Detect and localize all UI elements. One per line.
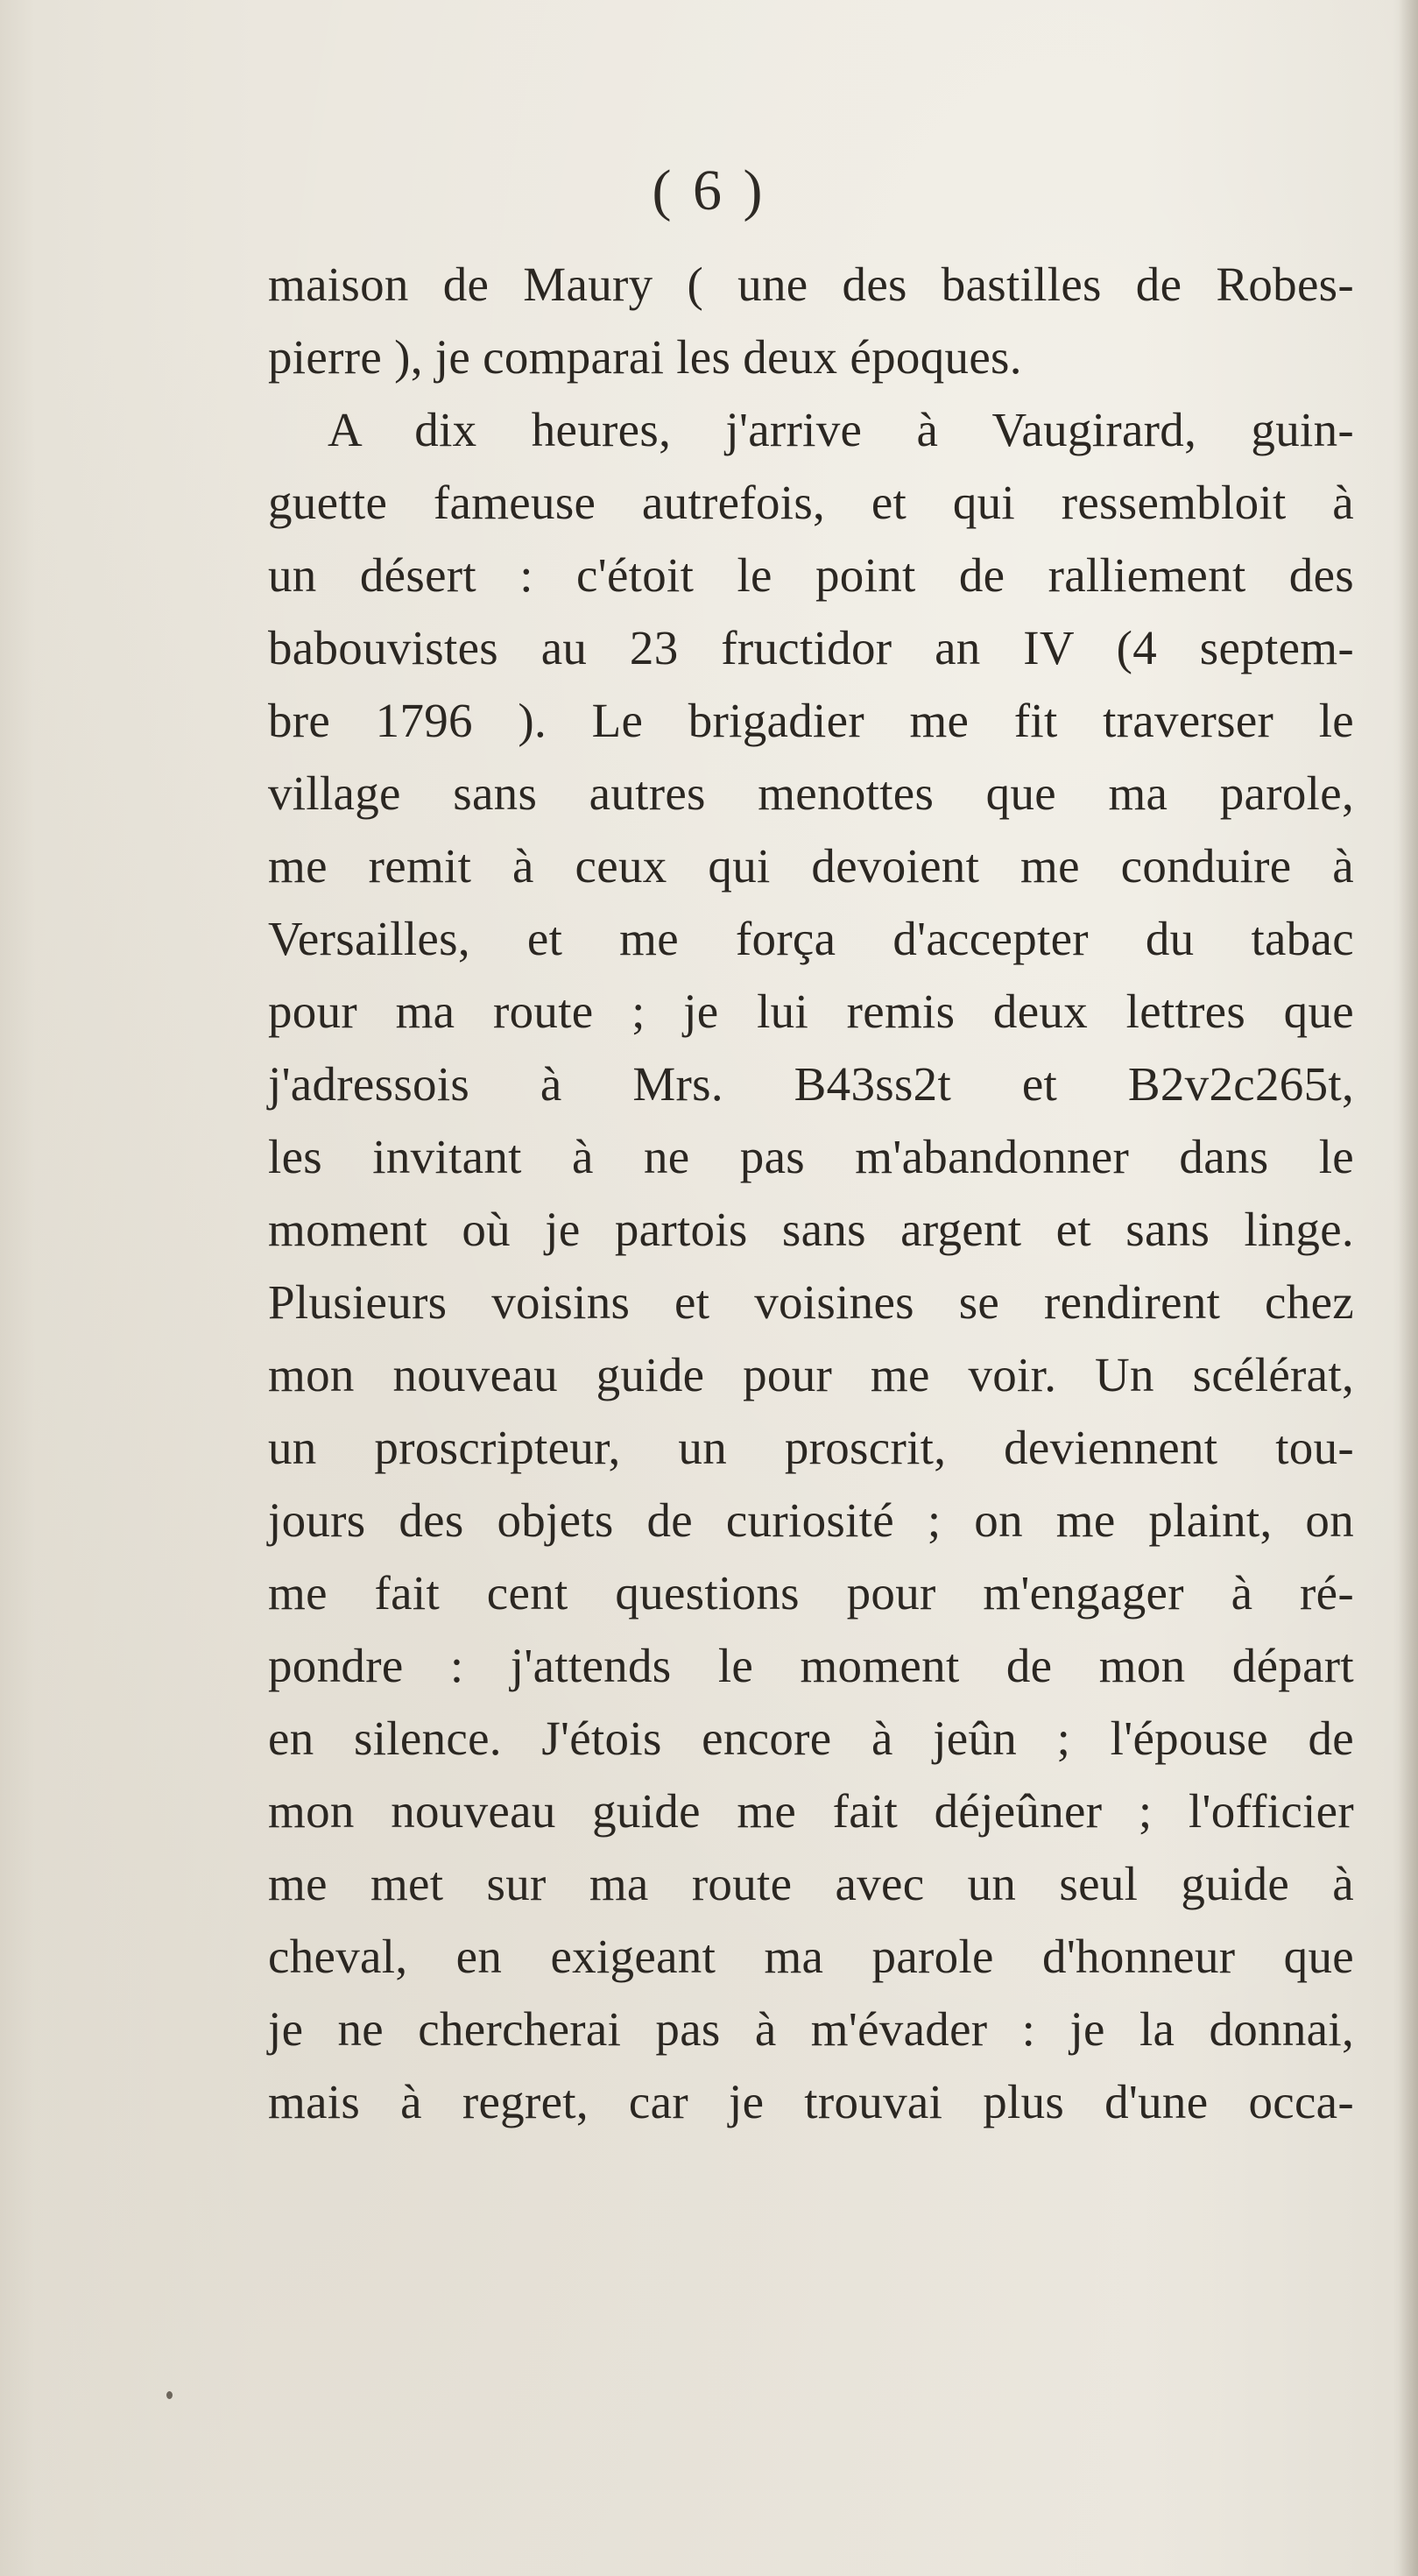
ink-speck [166,2391,173,2399]
text-line: me met sur ma route avec un seul guide à [268,1857,1354,1910]
text-line: Plusieurs voisins et voisines se rendirent chez [268,1275,1354,1329]
text-line: mon nouveau guide me fait déjeûner ; l'officier [268,1784,1354,1838]
text-line: me fait cent questions pour m'engager à ré- [268,1566,1354,1620]
text-line: babouvistes au 23 fructidor an IV (4 septem- [268,621,1354,674]
text-line: un désert : c'étoit le point de ralliement des [268,548,1354,602]
text-line: j'adressois à Mrs. B43ss2t et B2v2c265t, [268,1057,1354,1111]
text-line: cheval, en exigeant ma parole d'honneur que [268,1930,1354,1983]
text-line: guette fameuse autrefois, et qui ressembloit à [268,476,1354,529]
page-edge-shadow [1399,0,1418,2576]
body-text [268,248,1354,2138]
text-line: mon nouveau guide pour me voir. Un scélérat, [268,1348,1354,1401]
text-line: en silence. J'étois encore à jeûn ; l'épouse de [268,1711,1354,1765]
text-line: pondre : j'attends le moment de mon départ [268,1639,1354,1692]
text-line: un proscripteur, un proscrit, deviennent tou- [268,1421,1354,1474]
text-line: village sans autres menottes que ma parole, [268,766,1354,820]
page-number: ( 6 ) [652,159,766,222]
text-line: me remit à ceux qui devoient me conduire à [268,839,1354,893]
text-line: A dix heures, j'arrive à Vaugirard, guin- [328,403,1354,456]
text-line: maison de Maury ( une des bastilles de Robes- [268,258,1354,311]
text-line: pour ma route ; je lui remis deux lettres que [268,985,1354,1038]
text-line: pierre ), je comparai les deux époques. [268,330,1022,384]
text-line: mais à regret, car je trouvai plus d'une occa- [268,2075,1354,2128]
text-line: Versailles, et me força d'accepter du tabac [268,912,1354,965]
text-line: je ne chercherai pas à m'évader : je la donnai, [268,2002,1354,2056]
text-line: moment où je partois sans argent et sans linge. [268,1203,1354,1256]
text-line: jours des objets de curiosité ; on me plaint, on [268,1493,1354,1547]
text-line: bre 1796 ). Le brigadier me fit traverser le [268,694,1354,747]
text-line: les invitant à ne pas m'abandonner dans le [268,1130,1354,1183]
